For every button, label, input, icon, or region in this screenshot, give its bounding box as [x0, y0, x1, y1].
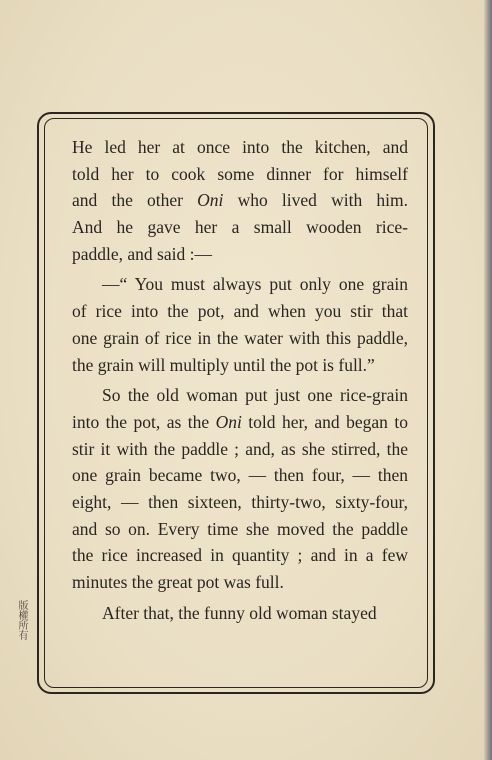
text-line: and so on. Every time she moved the paddle [72, 518, 408, 539]
text-line: of rice into the pot, and when you stir that [72, 301, 408, 322]
text-line: stir it with the paddle ; and, as she stirred, the [72, 438, 408, 459]
text-line: into the pot, as the Oni told her, and began to [72, 411, 408, 432]
text-block [72, 134, 408, 626]
text-line: He led her at once into the kitchen, and [72, 137, 408, 157]
text-line: After that, the funny old woman stayed [102, 602, 377, 623]
text-line: the grain will multiply until the pot is full.” [72, 354, 375, 375]
text-line: one grain of rice in the water with this paddle, [72, 327, 408, 348]
text-line: the rice increased in quantity ; and in a few [72, 545, 408, 566]
text-line: And he gave her a small wooden rice- [72, 217, 408, 238]
copyright-stamp: 版權所有 [16, 600, 27, 640]
text-line: —“ You must always put only one grain [102, 274, 408, 295]
text-line: one grain became two, — then four, — then [72, 465, 408, 486]
text-line: minutes the great pot was full. [72, 572, 284, 592]
page-edge [484, 0, 492, 760]
text-line: told her to cook some dinner for himself [72, 163, 408, 184]
text-line: eight, — then sixteen, thirty-two, sixty-four, [72, 491, 408, 512]
text-line: So the old woman put just one rice-grain [102, 385, 408, 406]
text-line: and the other Oni who lived with him. [72, 190, 409, 211]
text-line: paddle, and said :— [72, 243, 212, 264]
